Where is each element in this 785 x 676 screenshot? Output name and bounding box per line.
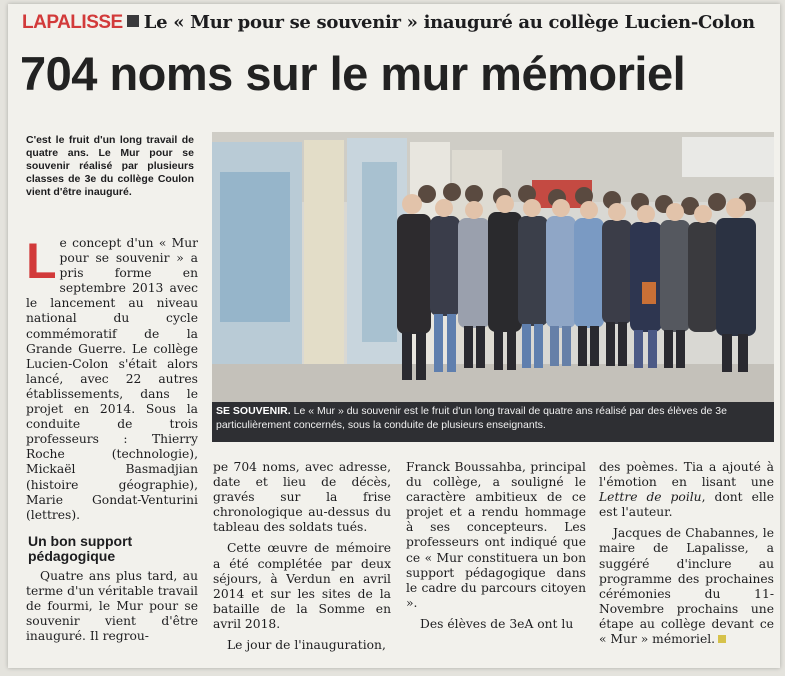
column-3 (406, 460, 586, 632)
lead-paragraph: C'est le fruit d'un long travail de quatre ans. Le Mur pour se souvenir réalisé par plusieurs classes de 3e du collège Coulon vient d'être inauguré. (26, 134, 194, 198)
paragraph-8-italic: Lettre de poilu (599, 490, 702, 505)
column-2 (213, 460, 391, 653)
paragraph-4: Cette œuvre de mémoire a été complétée par deux séjours, à Verdun en avril 2014 et sur les sites de la bataille de la Somme en avril 2018. (213, 541, 391, 631)
column-1-continued (26, 569, 198, 644)
paragraph-8-end: , dont elle est l'auteur. (599, 490, 774, 520)
paragraph-8-start: des poèmes. Tia a ajouté à l'émotion en lisant une (599, 460, 774, 490)
caption-text: Le « Mur » du souvenir est le fruit d'un long travail de quatre ans réalisé par des élèves de 3e particulièrement concernés, sous la conduite de plusieurs enseignants. (216, 405, 727, 431)
column-4 (599, 460, 774, 647)
photo-caption (212, 402, 774, 442)
paragraph-9 (599, 526, 774, 647)
paragraph-3: pe 704 noms, avec adresse, date et lieu de décès, gravés sur la frise chronologique au-dessus du tableau des soldats tués. (213, 460, 391, 535)
paragraph-5: Le jour de l'inauguration, (227, 638, 386, 653)
drop-cap: L (26, 233, 57, 289)
paragraph-8 (599, 460, 774, 520)
headline: 704 noms sur le mur mémoriel (20, 47, 686, 100)
kicker (22, 12, 755, 34)
paragraph-1: e concept d'un « Mur pour se souvenir » a pris forme en septembre 2013 avec le lancement au niveau national du cycle commémoratif de la Grande Guerre. Le collège Lucien-Colon s'était alors lancé, avec 22 autres établissements, dans le projet en 2014. Sous la conduite de trois professeurs : Thierry Roche (technologie), Mickaël Basmadjian (histoire géographie), Marie Gondat-Venturini (lettres). (26, 236, 198, 522)
paragraph-2: Quatre ans plus tard, au terme d'un véritable travail de fourmi, le Mur pour se souvenir vient d'être inauguré. Il regrou- (26, 569, 198, 644)
kicker-place: LAPALISSE (22, 12, 123, 33)
column-1 (26, 233, 198, 523)
paragraph-6: Franck Boussahba, principal du collège, a souligné le caractère ambitieux de ce projet et a rendu hommage à ses concepteurs. Les professeurs ont indiqué que ce « Mur constituera un bon support pédagogique dans le cadre du parcours citoyen ». (406, 460, 586, 610)
paragraph-9-text: Jacques de Chabannes, le maire de Lapalisse, a suggéré d'inclure au programme des prochaines cérémonies du 11-Novembre prochains une étape au collège devant ce « Mur » mémoriel. (599, 526, 774, 647)
group-photo (212, 132, 774, 402)
kicker-square-icon (127, 15, 139, 27)
paragraph-7: Des élèves de 3eA ont lu (420, 616, 574, 631)
end-mark-icon (718, 635, 726, 643)
kicker-subtitle: Le « Mur pour se souvenir » inauguré au collège Lucien-Colon (143, 12, 755, 33)
newspaper-page (8, 4, 780, 668)
caption-label: SE SOUVENIR. (216, 405, 291, 417)
subheading: Un bon support pédagogique (28, 533, 133, 564)
